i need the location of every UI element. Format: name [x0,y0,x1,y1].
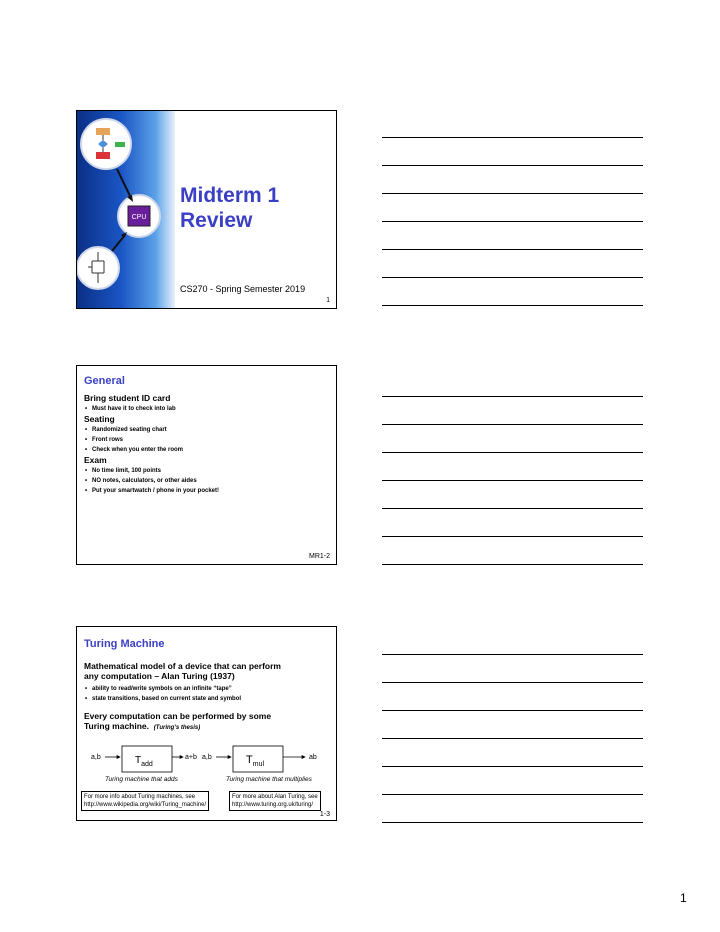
bullet-list [84,684,329,704]
slide-1 [76,110,337,309]
definition-line-1: Mathematical model of a device that can perform [84,661,281,671]
slide-1-title [180,183,279,233]
t-add-box [122,746,172,772]
reference-2-link[interactable]: http://www.turing.org.uk/turing/ [232,802,314,808]
mul-output-label: ab [309,754,317,761]
add-input-label: a,b [91,754,101,761]
bullet-item: • ability to read/write symbols on an infinite “tape” [84,684,329,694]
reference-alan-turing [229,791,321,811]
slide-2-page-number: MR1-2 [308,553,330,560]
bullet-item: • Must have it to check into lab [84,404,332,414]
section-title: Seating [84,414,115,424]
section-title: Exam [84,455,107,465]
definition-line-2: any computation – Alan Turing (1937) [84,671,235,681]
bullet-item: • state transitions, based on current state and symbol [84,694,329,704]
mul-input-label: a,b [202,754,212,761]
definition-paragraph [84,661,329,681]
thesis-paragraph [84,711,329,733]
page-number: 1 [680,891,687,905]
thesis-line-2: Turing machine. [84,721,150,731]
caption-mul: Turing machine that multiplies [226,776,312,783]
title-line-2: Review [180,209,253,232]
turing-machine-diagram [77,739,338,779]
reference-1-link[interactable]: http://www.wikipedia.org/wiki/Turing_machine/ [84,802,207,808]
slide-3-heading: Turing Machine [84,638,165,650]
slide-3 [76,626,337,821]
thesis-line-1: Every computation can be performed by some [84,711,272,721]
bullet-item: • NO notes, calculators, or other aides [84,476,332,486]
t-mul-box [233,746,283,772]
slide-1-page-number: 1 [326,297,330,304]
t-add-label: $T_{add}$ [135,755,153,768]
section-title: Bring student ID card [84,393,171,403]
turing-thesis-label: (Turing’s thesis) [153,725,201,731]
slide-1-subtitle: CS270 - Spring Semester 2019 [180,284,306,294]
circuit-illustration [77,111,175,308]
reference-2-line-1: For more about Alan Turing, see [232,794,318,800]
bullet-item: • Randomized seating chart [84,425,332,435]
bullet-item: • Front rows [84,435,332,445]
caption-add: Turing machine that adds [105,776,178,783]
slide-2 [76,365,337,565]
bullet-item: • Check when you enter the room [84,445,332,455]
slide-decoration-band [77,111,175,308]
reference-turing-machines [81,791,209,811]
title-line-1: Midterm 1 [180,184,280,207]
t-mul-label: $T_{mul}$ [246,754,265,768]
add-output-label: a+b [185,754,197,761]
svg-text:CPU: CPU [131,214,147,221]
bullet-item: • Put your smartwatch / phone in your pocket! [84,486,332,496]
slide-2-heading: General [84,375,125,387]
slide-2-content [84,393,332,496]
reference-1-line-1: For more info about Turing machines, see [84,794,196,800]
bullet-item: • No time limit, 100 points [84,466,332,476]
slide-3-page-number: 1-3 [319,811,330,818]
